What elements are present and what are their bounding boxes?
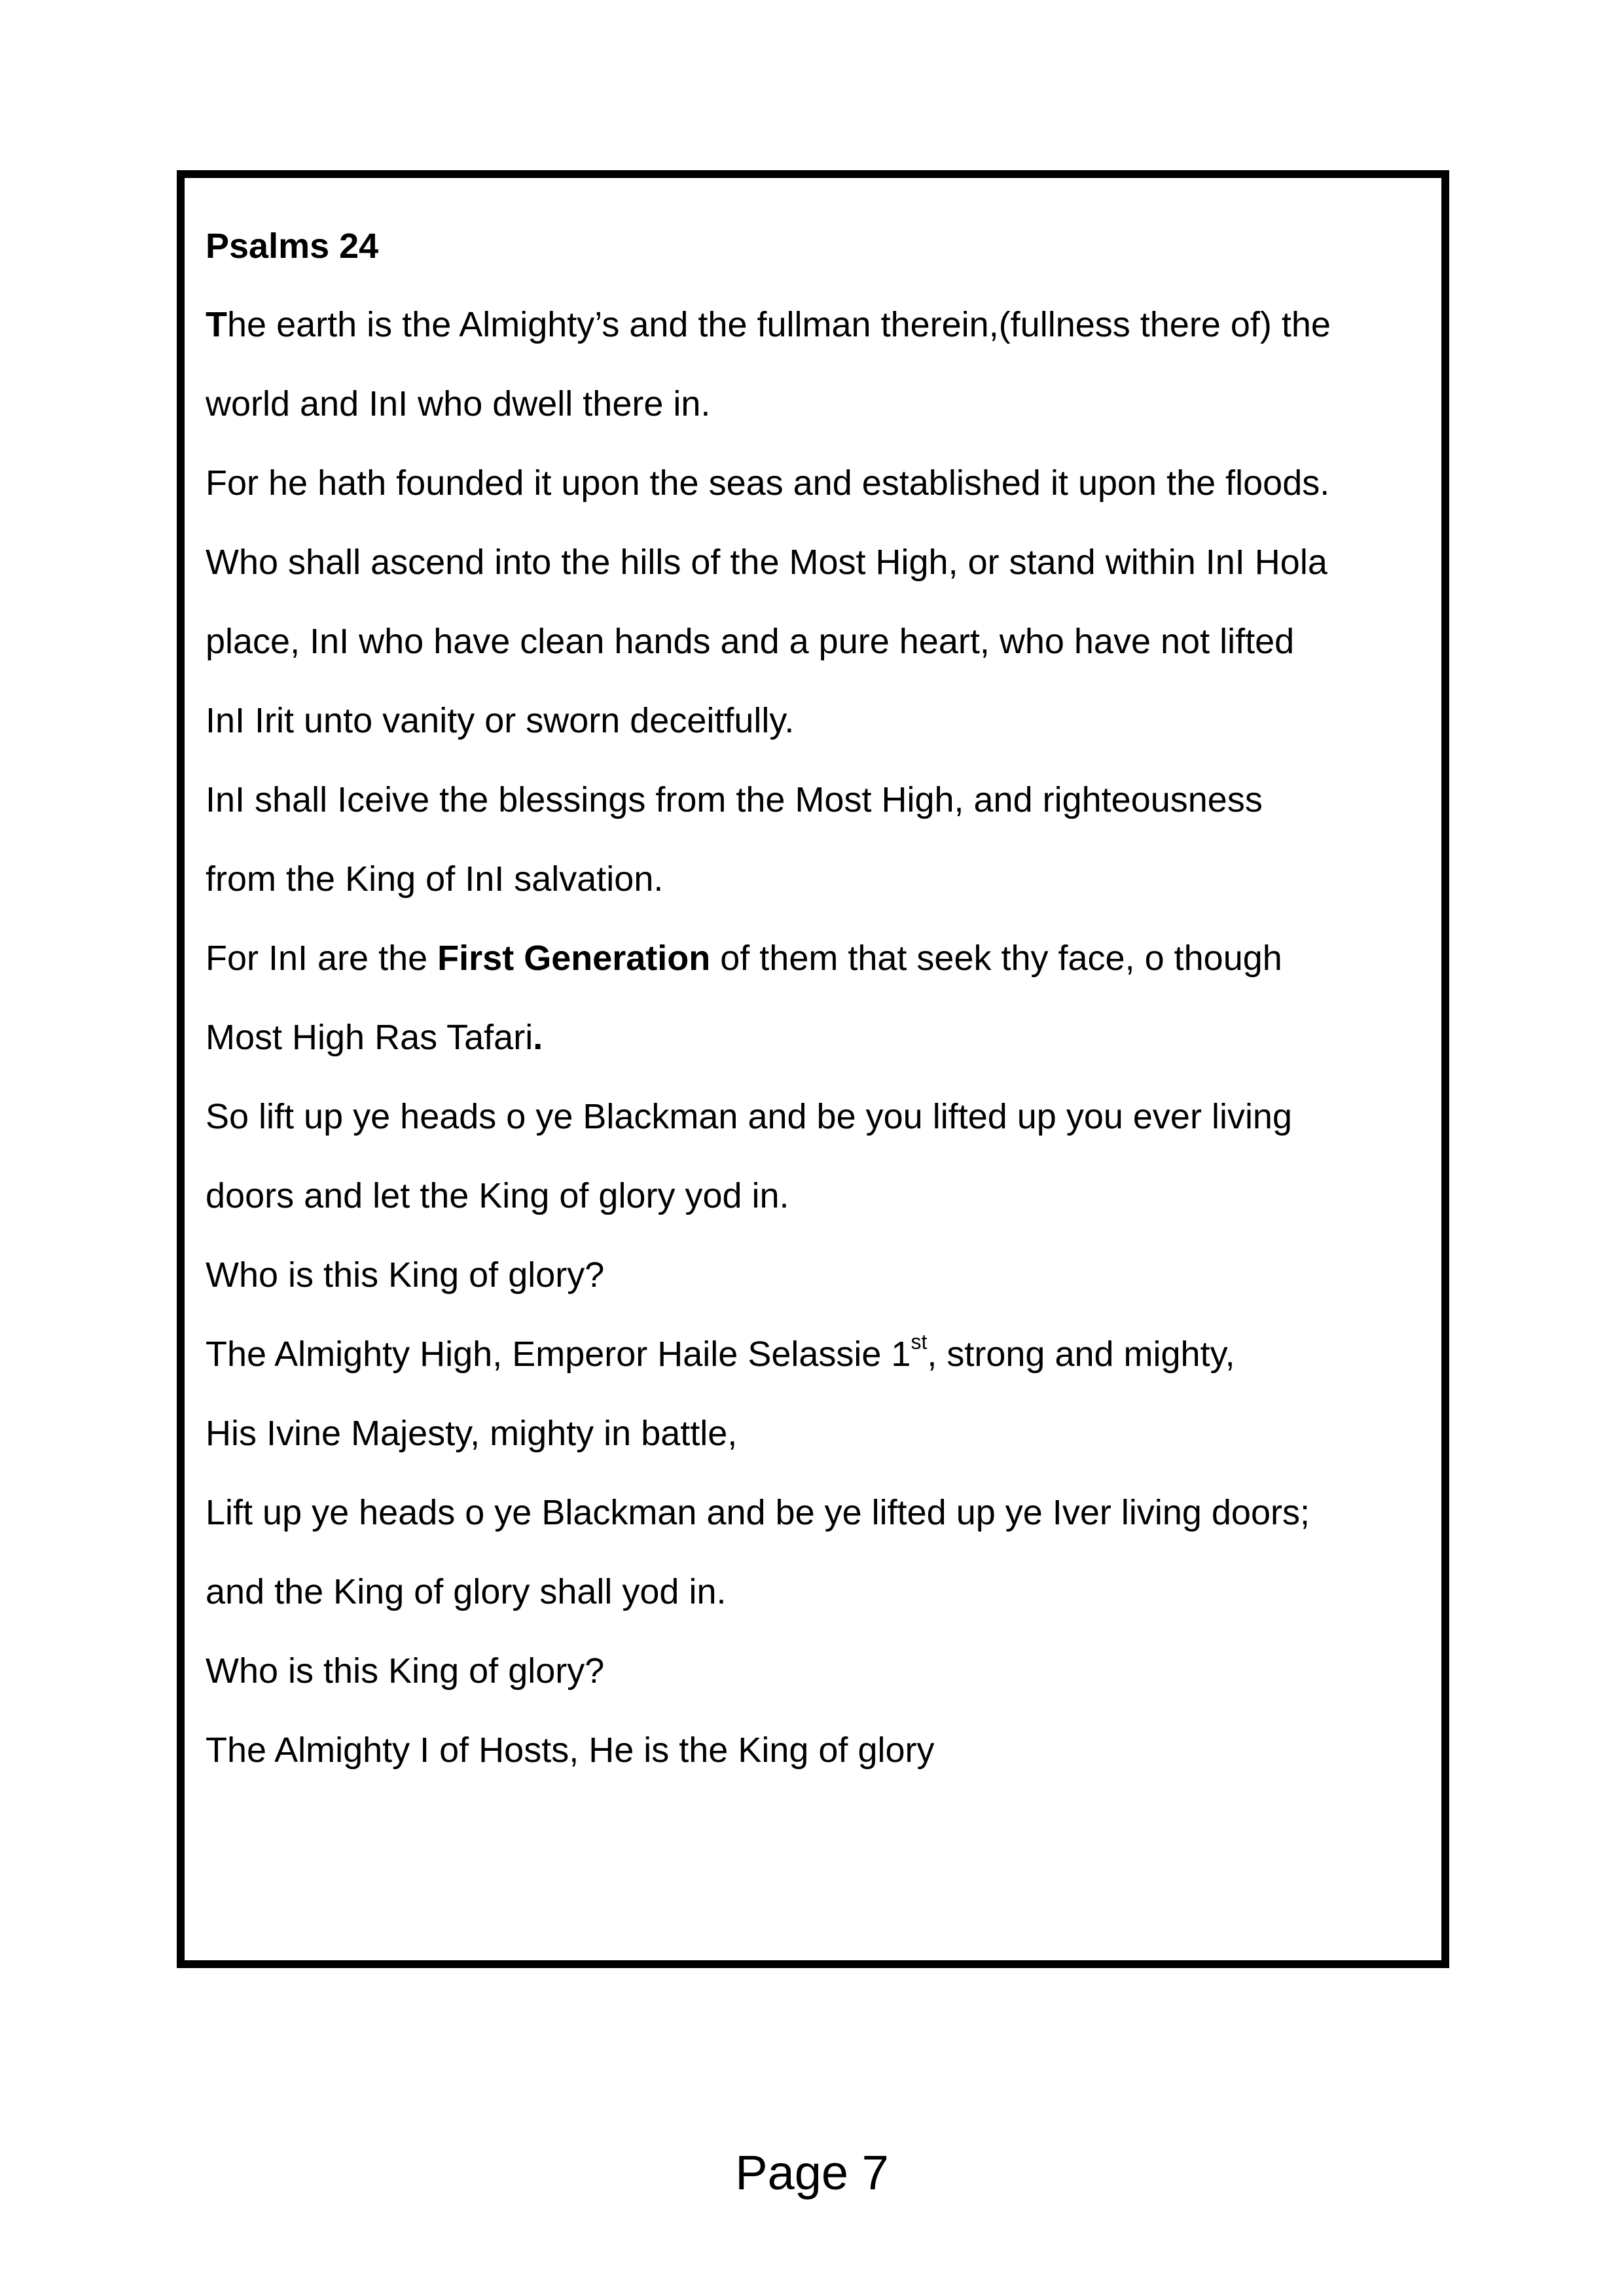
verse-line-7: InI shall Iceive the blessings from the Most High, and righteousness bbox=[206, 780, 1263, 819]
verse-line-9 bbox=[206, 935, 1282, 982]
page-number: Page 7 bbox=[735, 2145, 889, 2200]
verse-line-11: So lift up ye heads o ye Blackman and be you lifted up you ever living bbox=[206, 1097, 1292, 1136]
verse-line-6: InI Irit unto vanity or sworn deceitfully. bbox=[206, 701, 795, 740]
verse-line-14 bbox=[206, 1331, 1235, 1378]
verse-line-12: doors and let the King of glory yod in. bbox=[206, 1176, 789, 1215]
verse-text: Most High Ras Tafari bbox=[206, 1018, 533, 1057]
emphasis-text: First Generation bbox=[437, 939, 711, 978]
verse-text: , strong and mighty, bbox=[927, 1335, 1235, 1374]
verse-line-4: Who shall ascend into the hills of the Most High, or stand within InI Hola bbox=[206, 543, 1327, 582]
superscript: st bbox=[911, 1330, 928, 1354]
emphasis-text: . bbox=[533, 1018, 543, 1057]
psalm-heading: Psalms 24 bbox=[206, 226, 379, 266]
verse-line-13: Who is this King of glory? bbox=[206, 1255, 605, 1295]
verse-text: of them that seek thy face, o though bbox=[710, 939, 1282, 978]
verse-text: The Almighty High, Emperor Haile Selassie 1 bbox=[206, 1335, 911, 1374]
text-frame bbox=[177, 170, 1449, 1968]
verse-line-19: The Almighty I of Hosts, He is the King of glory bbox=[206, 1731, 935, 1770]
drop-letter: T bbox=[206, 305, 227, 344]
verse-line-10 bbox=[206, 1014, 543, 1061]
verse-line-17: and the King of glory shall yod in. bbox=[206, 1572, 727, 1611]
verse-line-8: from the King of InI salvation. bbox=[206, 859, 664, 899]
verse-line-3: For he hath founded it upon the seas and established it upon the floods. bbox=[206, 463, 1330, 503]
verse-text: For InI are the bbox=[206, 939, 438, 978]
verse-line-15: His Ivine Majesty, mighty in battle, bbox=[206, 1414, 738, 1453]
verse-line-5: place, InI who have clean hands and a pure heart, who have not lifted bbox=[206, 622, 1295, 661]
verse-line-18: Who is this King of glory? bbox=[206, 1651, 605, 1691]
verse-text: he earth is the Almighty’s and the fullman therein,(fullness there of) the bbox=[227, 305, 1331, 344]
verse-line-16: Lift up ye heads o ye Blackman and be ye lifted up ye Iver living doors; bbox=[206, 1493, 1310, 1532]
verse-line-2: world and InI who dwell there in. bbox=[206, 384, 711, 423]
verse-line-1 bbox=[206, 301, 1331, 348]
